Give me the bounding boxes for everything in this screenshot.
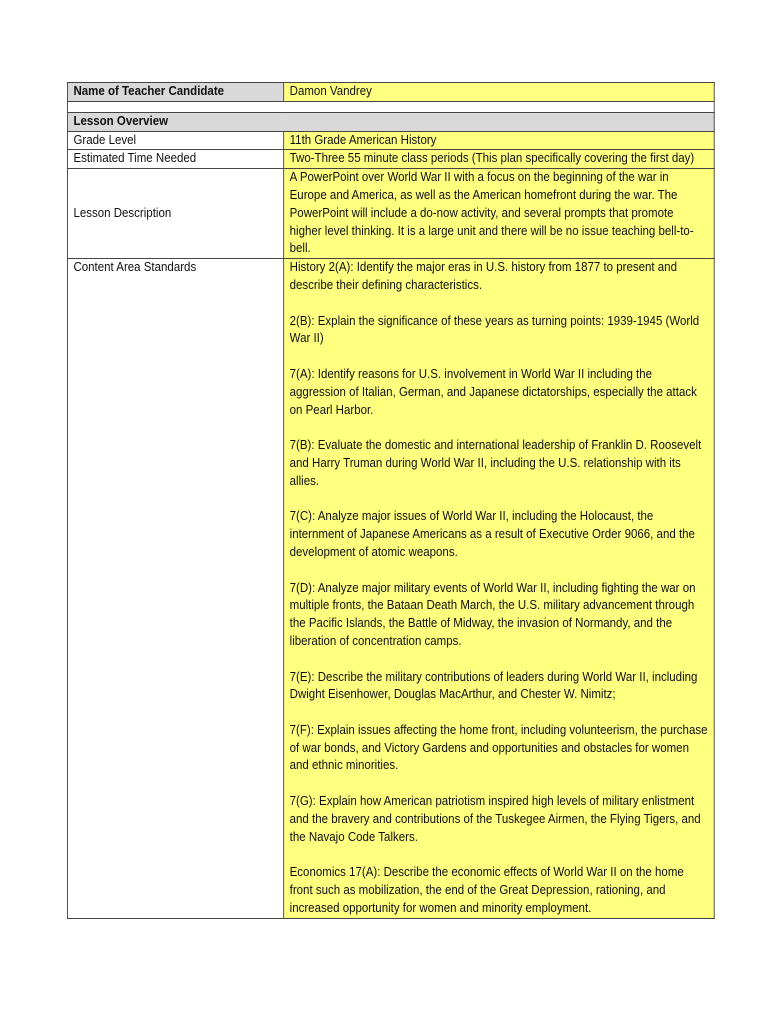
standard-item: 2(B): Explain the significance of these years as turning points: 1939-1945 (World War II) bbox=[289, 313, 700, 346]
standard-item: 7(G): Explain how American patriotism inspired high levels of military enlistment and the bravery and contributions of the Tuskegee Airmen, the Flying Tigers, and the Navajo Code Talkers. bbox=[289, 794, 701, 844]
time-needed-value: Two-Three 55 minute class periods (This plan specifically covering the first day) bbox=[284, 150, 715, 169]
time-needed-row bbox=[67, 150, 714, 169]
teacher-label: Name of Teacher Candidate bbox=[67, 83, 283, 102]
description-label: Lesson Description bbox=[67, 169, 283, 259]
standard-item: Economics 17(A): Describe the economic effects of World War II on the home front such as mobilization, the end of the Great Depression, rationing, and increased opportunity for women and minority employment. bbox=[289, 865, 684, 915]
time-needed-label: Estimated Time Needed bbox=[67, 150, 283, 169]
description-row bbox=[67, 169, 714, 259]
grade-level-row bbox=[67, 131, 714, 150]
standards-row bbox=[67, 259, 714, 918]
standard-item: 7(D): Analyze major military events of World War II, including fighting the war on multiple fronts, the Bataan Death March, the U.S. military advancement through the Pacific Islands, the Battle of Midway, the invasion of Normandy, and the liberation of concentration camps. bbox=[289, 580, 696, 648]
lesson-overview-heading: Lesson Overview bbox=[67, 112, 714, 131]
description-value: A PowerPoint over World War II with a focus on the beginning of the war in Europe and America, as well as the American homefront during the war. The PowerPoint will include a do-now activity, and several prompts that promote higher level thinking. It is a large unit and there will be no issue teaching bell-to-bell. bbox=[284, 169, 715, 259]
spacer-row bbox=[67, 101, 714, 112]
teacher-name: Damon Vandrey bbox=[284, 83, 715, 102]
standard-item: History 2(A): Identify the major eras in U.S. history from 1877 to present and describe their defining characteristics. bbox=[289, 260, 677, 292]
standard-item: 7(B): Evaluate the domestic and international leadership of Franklin D. Roosevelt and Harry Truman during World War II, including the U.S. relationship with its allies. bbox=[289, 438, 702, 488]
standard-item: 7(A): Identify reasons for U.S. involvement in World War II including the aggression of Italian, German, and Japanese dictatorships, especially the attack on Pearl Harbor. bbox=[289, 366, 697, 417]
grade-level-label: Grade Level bbox=[67, 131, 283, 150]
standard-item: 7(C): Analyze major issues of World War II, including the Holocaust, the internment of Japanese Americans as a result of Executive Order 9066, and the development of atomic weapons. bbox=[289, 509, 695, 559]
standard-item: 7(E): Describe the military contributions of leaders during World War II, including Dwight Eisenhower, Douglas MacArthur, and Chester W. Nimitz; bbox=[289, 669, 698, 702]
grade-level-value: 11th Grade American History bbox=[284, 131, 715, 150]
standards-label: Content Area Standards bbox=[67, 259, 283, 918]
teacher-row bbox=[67, 83, 714, 102]
standard-item: 7(F): Explain issues affecting the home front, including volunteerism, the purchase of war bonds, and Victory Gardens and opportunities and obstacles for women and ethnic minorities. bbox=[289, 722, 708, 773]
lesson-plan-table bbox=[67, 82, 715, 919]
standards-list bbox=[284, 259, 715, 918]
overview-heading-row bbox=[67, 112, 714, 131]
